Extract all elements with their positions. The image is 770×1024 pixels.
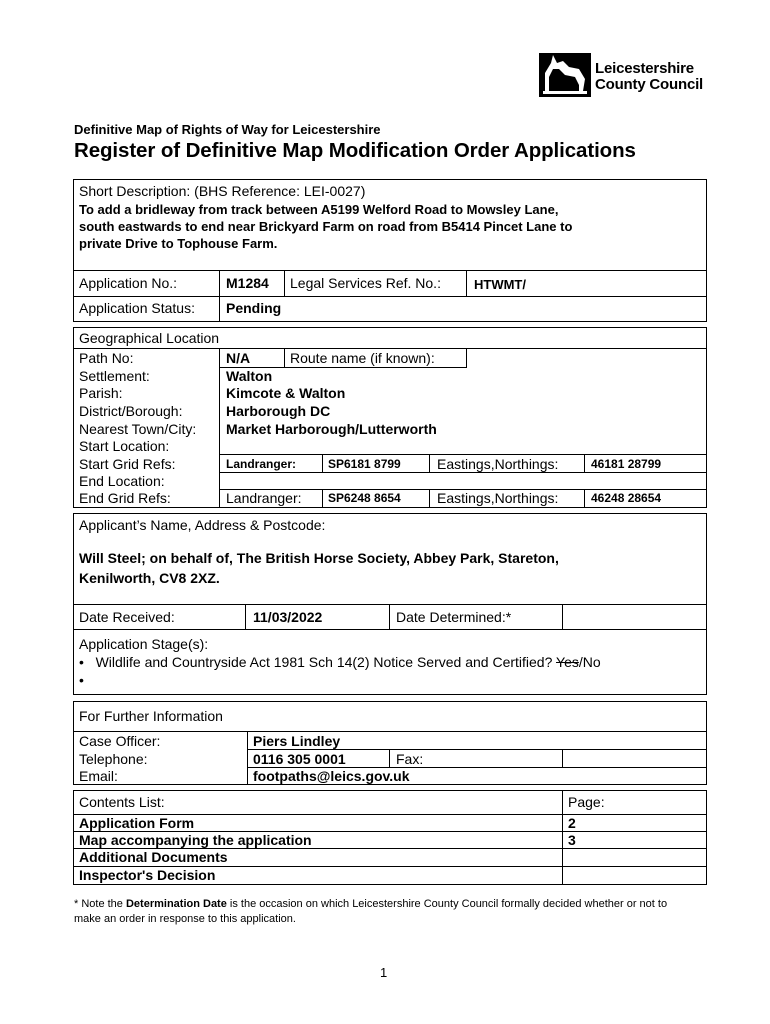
settlement-value: Walton — [226, 368, 273, 384]
legal-ref-value: HTWMT/ — [474, 277, 526, 292]
application-no-value: M1284 — [226, 275, 269, 291]
date-determined-label: Date Determined:* — [396, 609, 512, 625]
fox-logo-icon — [539, 51, 593, 99]
applicant-label: Applicant’s Name, Address & Postcode: — [79, 517, 326, 533]
document-subtitle: Definitive Map of Rights of Way for Leicestershire — [74, 122, 381, 137]
applicant-line-2: Kenilworth, CV8 2XZ. — [79, 570, 220, 586]
parish-label: Parish: — [79, 385, 123, 401]
start-location-label: Start Location: — [79, 438, 170, 454]
start-grid-label: Start Grid Refs: — [79, 456, 176, 472]
district-label: District/Borough: — [79, 403, 183, 419]
contents-row-name: Application Form — [79, 815, 195, 831]
application-no-label: Application No.: — [79, 275, 178, 291]
district-value: Harborough DC — [226, 403, 331, 419]
case-officer-value: Piers Lindley — [253, 733, 341, 749]
date-received-value: 11/03/2022 — [253, 609, 323, 625]
further-info-heading: For Further Information — [79, 708, 223, 724]
council-logo — [539, 51, 714, 101]
logo-line-2: County Council — [595, 76, 704, 93]
path-no-label: Path No: — [79, 350, 134, 366]
start-landranger-label: Landranger: — [226, 457, 297, 471]
telephone-value: 0116 305 0001 — [253, 751, 346, 767]
stage-yes-struck: Yes — [556, 654, 579, 670]
contents-row-name: Map accompanying the application — [79, 832, 312, 848]
end-landranger-label: Landranger: — [226, 490, 302, 506]
stage-no: /No — [578, 654, 601, 670]
application-status-value: Pending — [226, 300, 282, 316]
email-label: Email: — [79, 768, 118, 784]
nearest-town-label: Nearest Town/City: — [79, 421, 197, 437]
fax-label: Fax: — [396, 751, 424, 767]
page-number: 1 — [380, 965, 388, 980]
description-line-3: private Drive to Tophouse Farm. — [79, 236, 278, 251]
footnote-bold: Determination Date — [125, 898, 227, 910]
legal-ref-label: Legal Services Ref. No.: — [290, 275, 441, 291]
contents-row-page: 3 — [568, 832, 576, 848]
stage-item-1-text: Wildlife and Countryside Act 1981 Sch 14(2) Notice Served and Certified? — [95, 654, 553, 670]
description-line-1: To add a bridleway from track between A5199 Welford Road to Mowsley Lane, — [79, 202, 559, 217]
end-grid-label: End Grid Refs: — [79, 490, 171, 506]
telephone-label: Telephone: — [79, 751, 148, 767]
contents-page-label: Page: — [568, 794, 605, 810]
contents-row-name: Additional Documents — [79, 849, 228, 865]
parish-value: Kimcote & Walton — [226, 385, 346, 401]
case-officer-label: Case Officer: — [79, 733, 161, 749]
contents-label: Contents List: — [79, 794, 165, 810]
page-title: Register of Definitive Map Modification Order Applications — [74, 139, 636, 162]
date-received-label: Date Received: — [79, 609, 175, 625]
start-eastings-value: 46181 28799 — [591, 457, 662, 471]
applicant-line-1: Will Steel; on behalf of, The British Horse Society, Abbey Park, Stareton, — [79, 550, 559, 566]
application-status-label: Application Status: — [79, 300, 195, 316]
route-name-label: Route name (if known): — [290, 350, 435, 366]
settlement-label: Settlement: — [79, 368, 150, 384]
footnote-pre: * Note the — [74, 898, 126, 910]
stage-item-2: • — [79, 672, 84, 688]
footnote — [74, 897, 694, 927]
start-eastings-label: Eastings,Northings: — [437, 456, 559, 472]
nearest-town-value: Market Harborough/Lutterworth — [226, 421, 437, 437]
logo-line-1: Leicestershire — [595, 60, 694, 77]
stage-item-1: • Wildlife and Countryside Act 1981 Sch 14(2) Notice Served and Certified? Yes/No — [79, 654, 601, 670]
end-eastings-label: Eastings,Northings: — [437, 490, 559, 506]
footnote-post: is the occasion on which Leicestershire County Council formally decided whether or not to make an order in response to this application. — [74, 898, 668, 925]
end-eastings-value: 46248 28654 — [591, 491, 662, 505]
end-location-label: End Location: — [79, 473, 165, 489]
application-stages-label: Application Stage(s): — [79, 636, 209, 652]
contents-row-page: 2 — [568, 815, 576, 831]
path-no-value: N/A — [226, 350, 251, 366]
geographical-heading: Geographical Location — [79, 330, 220, 346]
contents-row-name: Inspector's Decision — [79, 867, 216, 883]
start-landranger-value: SP6181 8799 — [328, 457, 401, 471]
email-value[interactable]: footpaths@leics.gov.uk — [253, 768, 410, 784]
description-line-2: south eastwards to end near Brickyard Farm on road from B5414 Pincet Lane to — [79, 219, 573, 234]
short-description-label: Short Description: (BHS Reference: LEI-0027) — [79, 183, 366, 199]
end-landranger-value: SP6248 8654 — [328, 491, 401, 505]
